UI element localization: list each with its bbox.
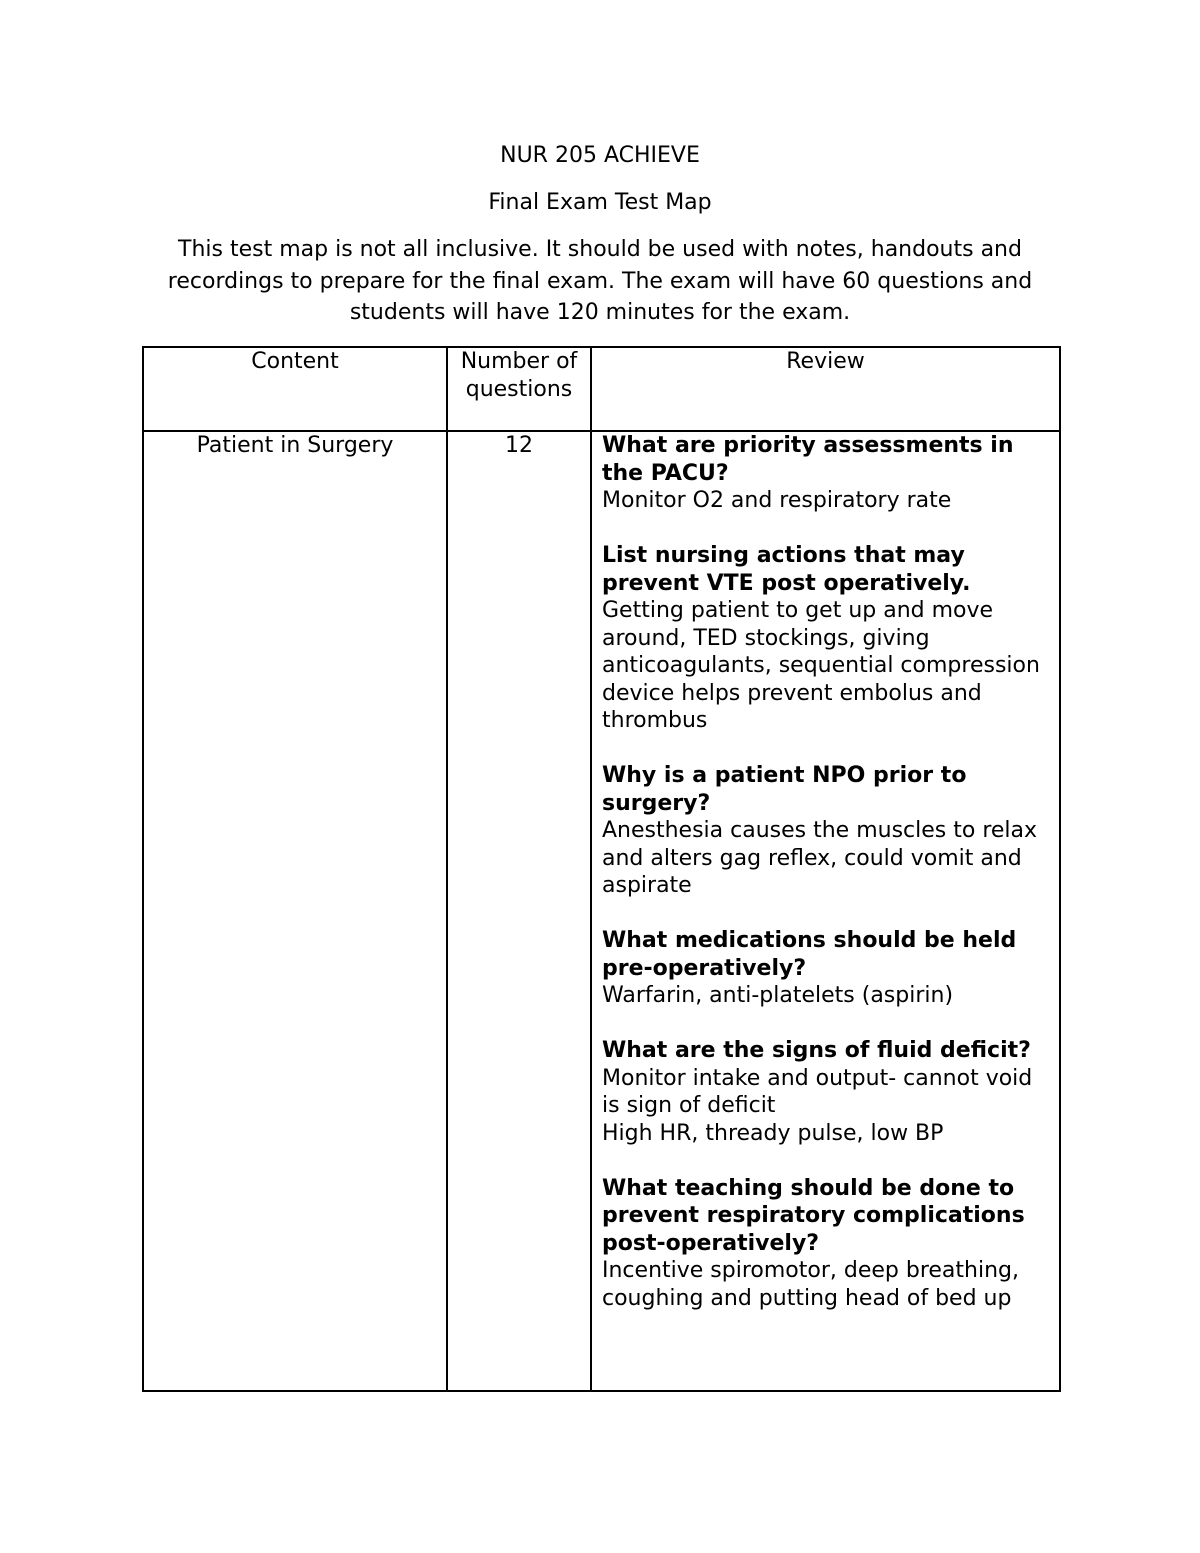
review-item: [602, 542, 1049, 735]
review-answer: Monitor O2 and respiratory rate: [602, 488, 952, 513]
review-item: [602, 762, 1049, 900]
review-question: What are priority assessments in the PACU?: [602, 433, 1014, 486]
intro-paragraph: This test map is not all inclusive. It should be used with notes, handouts and recordings to prepare for the final exam. The exam will have 60 questions and students will have 120 minutes for the exam.: [167, 237, 1033, 325]
header-content: Content: [143, 347, 447, 431]
review-question: List nursing actions that may prevent VTE post operatively.: [602, 543, 971, 596]
content-cell: Patient in Surgery: [143, 431, 447, 1391]
review-question: Why is a patient NPO prior to surgery?: [602, 763, 967, 816]
header-number-of-questions: Number of questions: [447, 347, 591, 431]
review-item: [602, 432, 1049, 515]
review-item: [602, 1037, 1049, 1147]
review-answer: Monitor intake and output- cannot void is sign of deficit: [602, 1065, 1033, 1118]
document-subtitle: Final Exam Test Map: [488, 190, 712, 215]
table-row: [143, 431, 1060, 1391]
review-answer: Anesthesia causes the muscles to relax and alters gag reflex, could vomit and aspirate: [602, 818, 1038, 898]
review-answer: Incentive spiromotor, deep breathing, coughing and putting head of bed up: [602, 1258, 1019, 1311]
review-cell: [591, 431, 1060, 1391]
review-item: [602, 927, 1049, 1010]
review-item: [602, 1175, 1049, 1313]
review-question: What teaching should be done to prevent respiratory complications post-operatively?: [602, 1175, 1025, 1256]
review-answer: Getting patient to get up and move around, TED stockings, giving anticoagulants, sequential compression device helps prevent embolus and thrombus: [602, 598, 1040, 733]
review-answer: High HR, thready pulse, low BP: [602, 1120, 944, 1146]
review-question: What medications should be held pre-operatively?: [602, 928, 1017, 981]
review-answer: Warfarin, anti-platelets (aspirin): [602, 983, 954, 1008]
review-question: What are the signs of fluid deficit?: [602, 1038, 1031, 1063]
table-header-row: [143, 347, 1060, 431]
document-title: NUR 205 ACHIEVE: [500, 143, 700, 168]
test-map-table: [142, 346, 1061, 1392]
number-cell: 12: [447, 431, 591, 1391]
header-review: Review: [591, 347, 1060, 431]
